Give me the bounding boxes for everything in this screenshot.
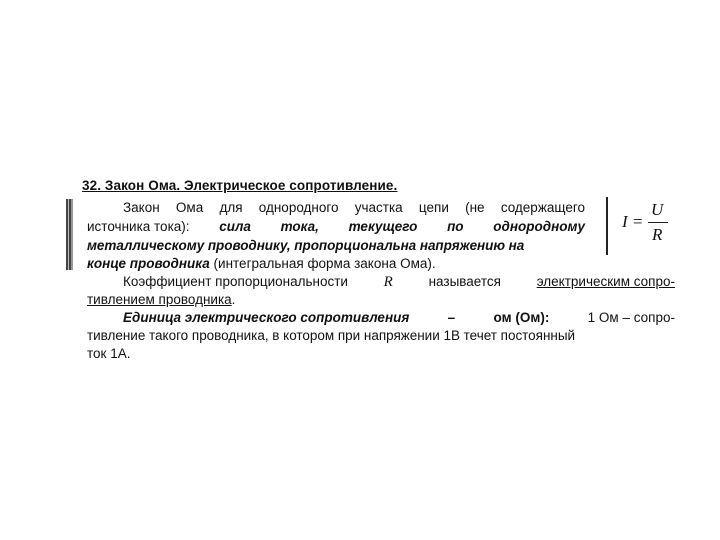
underlined-term: электрическим сопро- [536,274,675,289]
unit-line-2: тивление такого проводника, в котором при напряжении 1В течет постоянный [87,328,576,343]
margin-bar [66,199,73,270]
section-title: 32. Закон Ома. Электрическое сопротивление. [82,178,398,193]
plain-text: источника тока): [87,219,190,234]
ohm-law-line-2 [87,219,585,235]
underlined-term: тивлением проводника [87,292,232,307]
bold-word: по [447,219,464,234]
word: (не [465,200,485,215]
word: для [219,200,243,215]
bold-word: текущего [348,219,418,234]
plain-text: (интегральная форма закона Ома). [209,256,436,271]
coefficient-line-1 [123,274,675,290]
word: однородного [258,200,339,215]
unit-name: ом (Ом): [493,310,550,325]
formula-denominator: R [652,225,663,244]
punctuation: . [231,292,236,307]
word: цепи [418,200,449,215]
ohm-law-line-4 [87,256,436,272]
resistance-symbol: R [383,274,393,290]
ohm-law-line-3: металлическому проводнику, пропорциональна напряжению на [87,238,525,253]
plain-text: Коэффициент пропорциональности [123,274,348,289]
plain-text: называется [428,274,501,289]
word: Ома [175,200,204,215]
fraction-bar [648,222,668,223]
bold-text: конце проводника [87,256,210,271]
dash: – [447,310,456,325]
unit-line-3: ток 1А. [87,346,131,361]
plain-text: 1 Ом – сопро- [587,310,675,325]
unit-line-1 [123,310,675,326]
bold-word: однородному [493,219,585,234]
word: содержащего [500,200,585,215]
coefficient-line-2 [87,292,235,308]
formula-lhs: I = [622,212,644,231]
bold-text: Единица электрического сопротивления [123,310,410,325]
ohm-formula [622,200,682,248]
ohm-law-line-1 [87,200,585,216]
formula-divider [606,197,608,255]
formula-numerator: U [651,200,664,219]
bold-word: сила [219,219,251,234]
word: Закон [123,200,160,215]
word: участка [354,200,403,215]
bold-word: тока, [280,219,319,234]
